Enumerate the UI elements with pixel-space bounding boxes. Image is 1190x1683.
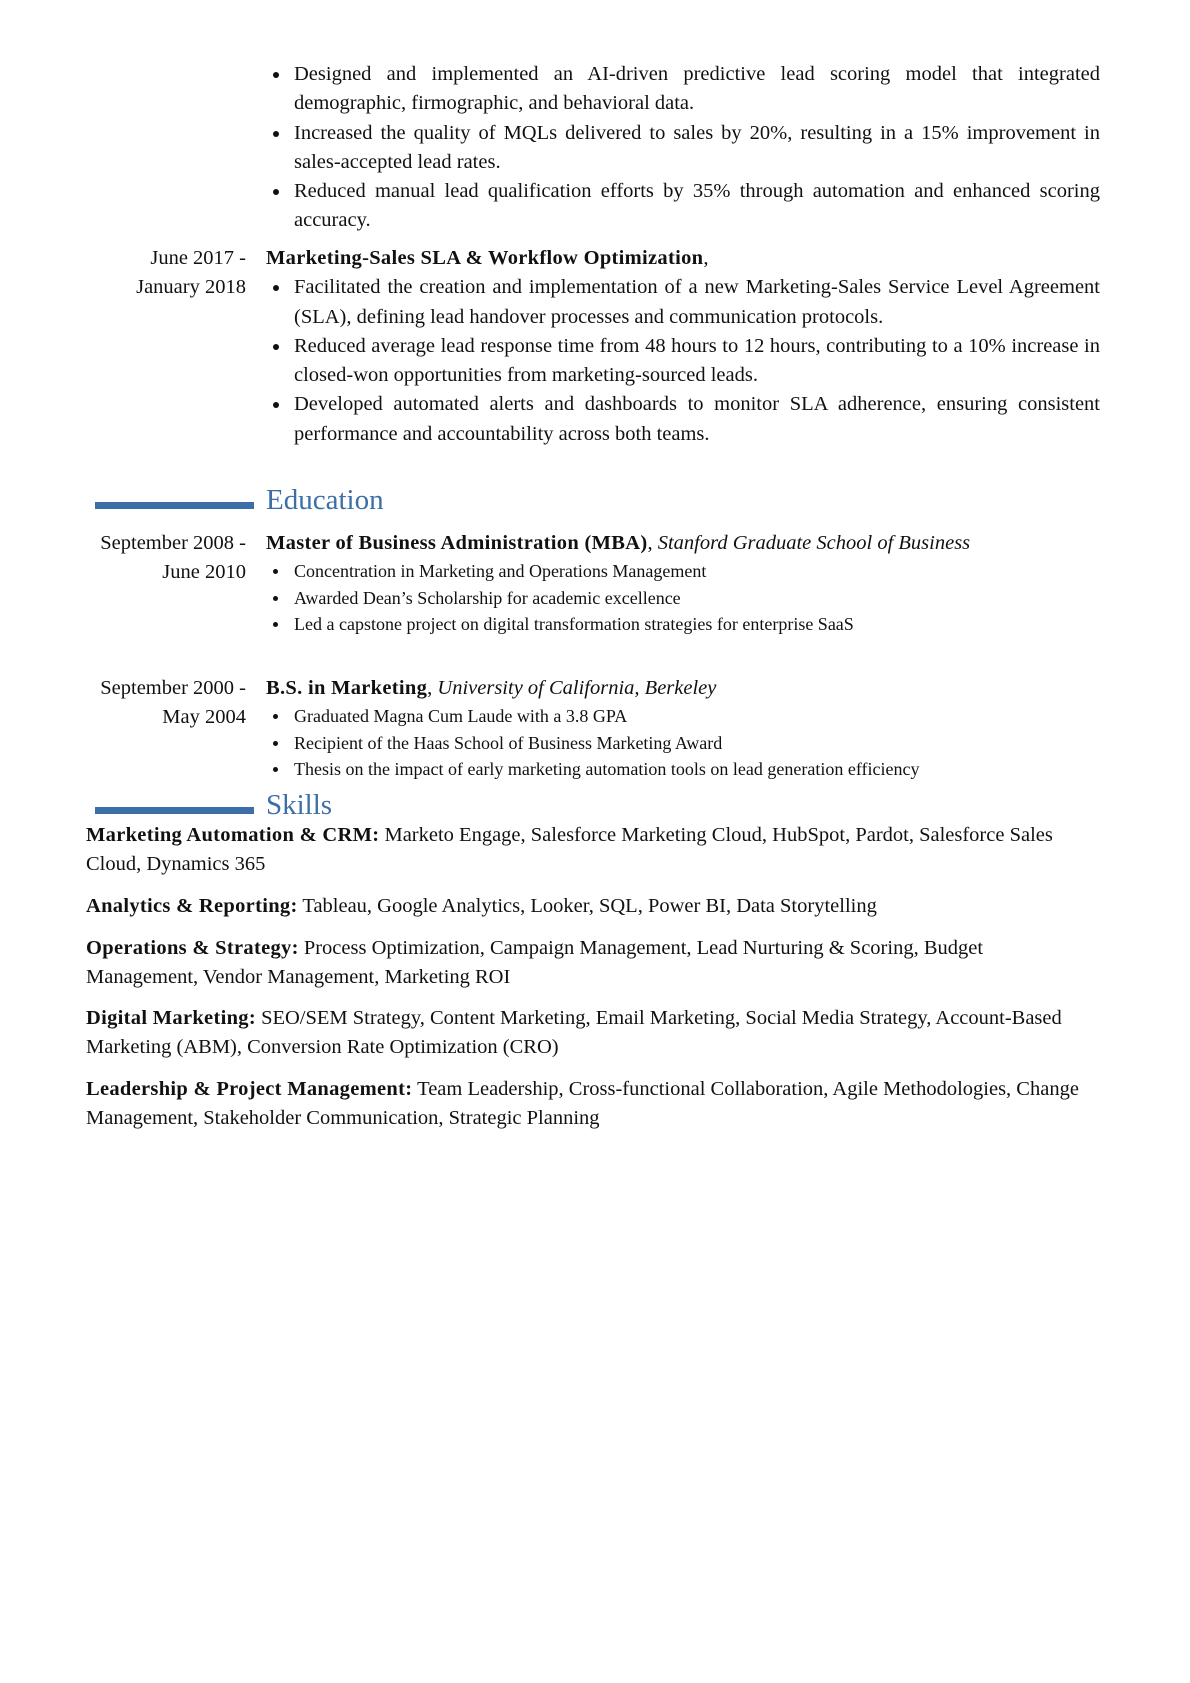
entry-body [266, 60, 1100, 236]
bullet-item: Facilitated the creation and implementation of a new Marketing-Sales Service Level Agreement (SLA), defining lead handover processes and communication protocols. [266, 273, 1100, 332]
section-accent-bar [95, 502, 254, 509]
bullet-item: Developed automated alerts and dashboards to monitor SLA adherence, ensuring consistent performance and accountability across both teams. [266, 390, 1100, 449]
section-header-education [0, 486, 1190, 522]
bullet-list [266, 558, 1100, 638]
bullet-item: Led a capstone project on digital transformation strategies for enterprise SaaS [266, 611, 1100, 638]
entry-body [266, 529, 1100, 638]
separator: , [647, 532, 658, 554]
entry-date: September 2008 - June 2010 [100, 532, 246, 584]
bullet-list [266, 703, 1100, 783]
bullet-item: Graduated Magna Cum Laude with a 3.8 GPA [266, 703, 1100, 730]
degree: Master of Business Administration (MBA) [266, 532, 648, 554]
school: Stanford Graduate School of Business [657, 532, 971, 554]
school: University of California, Berkeley [437, 677, 717, 699]
entry-body [266, 244, 1100, 449]
bullet-item: Reduced manual lead qualification efforts by 35% through automation and enhanced scoring accuracy. [266, 177, 1100, 236]
bullet-item: Designed and implemented an AI-driven predictive lead scoring model that integrated demographic, firmographic, and behavioral data. [266, 60, 1100, 119]
entry-body [266, 674, 1100, 783]
skill-value: Process Optimization, Campaign Management, Lead Nurturing & Scoring, Budget Management, Vendor Management, Marketing ROI [86, 937, 984, 989]
skill-group [86, 1075, 1100, 1134]
section-title: Skills [266, 789, 333, 821]
skill-group [86, 934, 1100, 993]
section-accent-bar [95, 807, 254, 814]
bullet-item: Concentration in Marketing and Operations Management [266, 558, 1100, 585]
skill-label: Operations & Strategy: [86, 937, 299, 959]
bullet-item: Reduced average lead response time from 48 hours to 12 hours, contributing to a 10% increase in closed-won opportunities from marketing-sourced leads. [266, 332, 1100, 391]
entry-title: Marketing-Sales SLA & Workflow Optimization [266, 247, 704, 269]
entry-date: June 2017 - January 2018 [136, 247, 246, 299]
skill-value: Marketo Engage, Salesforce Marketing Cloud, HubSpot, Pardot, Salesforce Sales Cloud, Dynamics 365 [86, 824, 1053, 876]
skill-label: Analytics & Reporting: [86, 895, 298, 917]
bullet-item: Recipient of the Haas School of Business Marketing Award [266, 730, 1100, 757]
skill-value: Tableau, Google Analytics, Looker, SQL, Power BI, Data Storytelling [297, 895, 877, 917]
separator: , [427, 677, 438, 699]
skill-label: Leadership & Project Management: [86, 1078, 413, 1100]
bullet-list [266, 273, 1100, 449]
degree: B.S. in Marketing [266, 677, 428, 699]
bullet-item: Awarded Dean’s Scholarship for academic excellence [266, 585, 1100, 612]
skill-group [86, 892, 1100, 921]
title-suffix: , [703, 247, 709, 269]
bullet-list [266, 60, 1100, 236]
skill-group [86, 1004, 1100, 1063]
skill-label: Digital Marketing: [86, 1007, 256, 1029]
section-title: Education [266, 484, 384, 516]
skill-value: Team Leadership, Cross-functional Collaboration, Agile Methodologies, Change Management, Stakeholder Communication, Strategic Planning [86, 1078, 1079, 1130]
entry-date: September 2000 - May 2004 [100, 677, 246, 729]
skill-value: SEO/SEM Strategy, Content Marketing, Email Marketing, Social Media Strategy, Account-Based Marketing (ABM), Conversion Rate Optimization (CRO) [86, 1007, 1062, 1059]
bullet-item: Thesis on the impact of early marketing automation tools on lead generation efficiency [266, 756, 1100, 783]
bullet-item: Increased the quality of MQLs delivered to sales by 20%, resulting in a 15% improvement in sales-accepted lead rates. [266, 119, 1100, 178]
skill-group [86, 821, 1100, 880]
skill-label: Marketing Automation & CRM: [86, 824, 380, 846]
